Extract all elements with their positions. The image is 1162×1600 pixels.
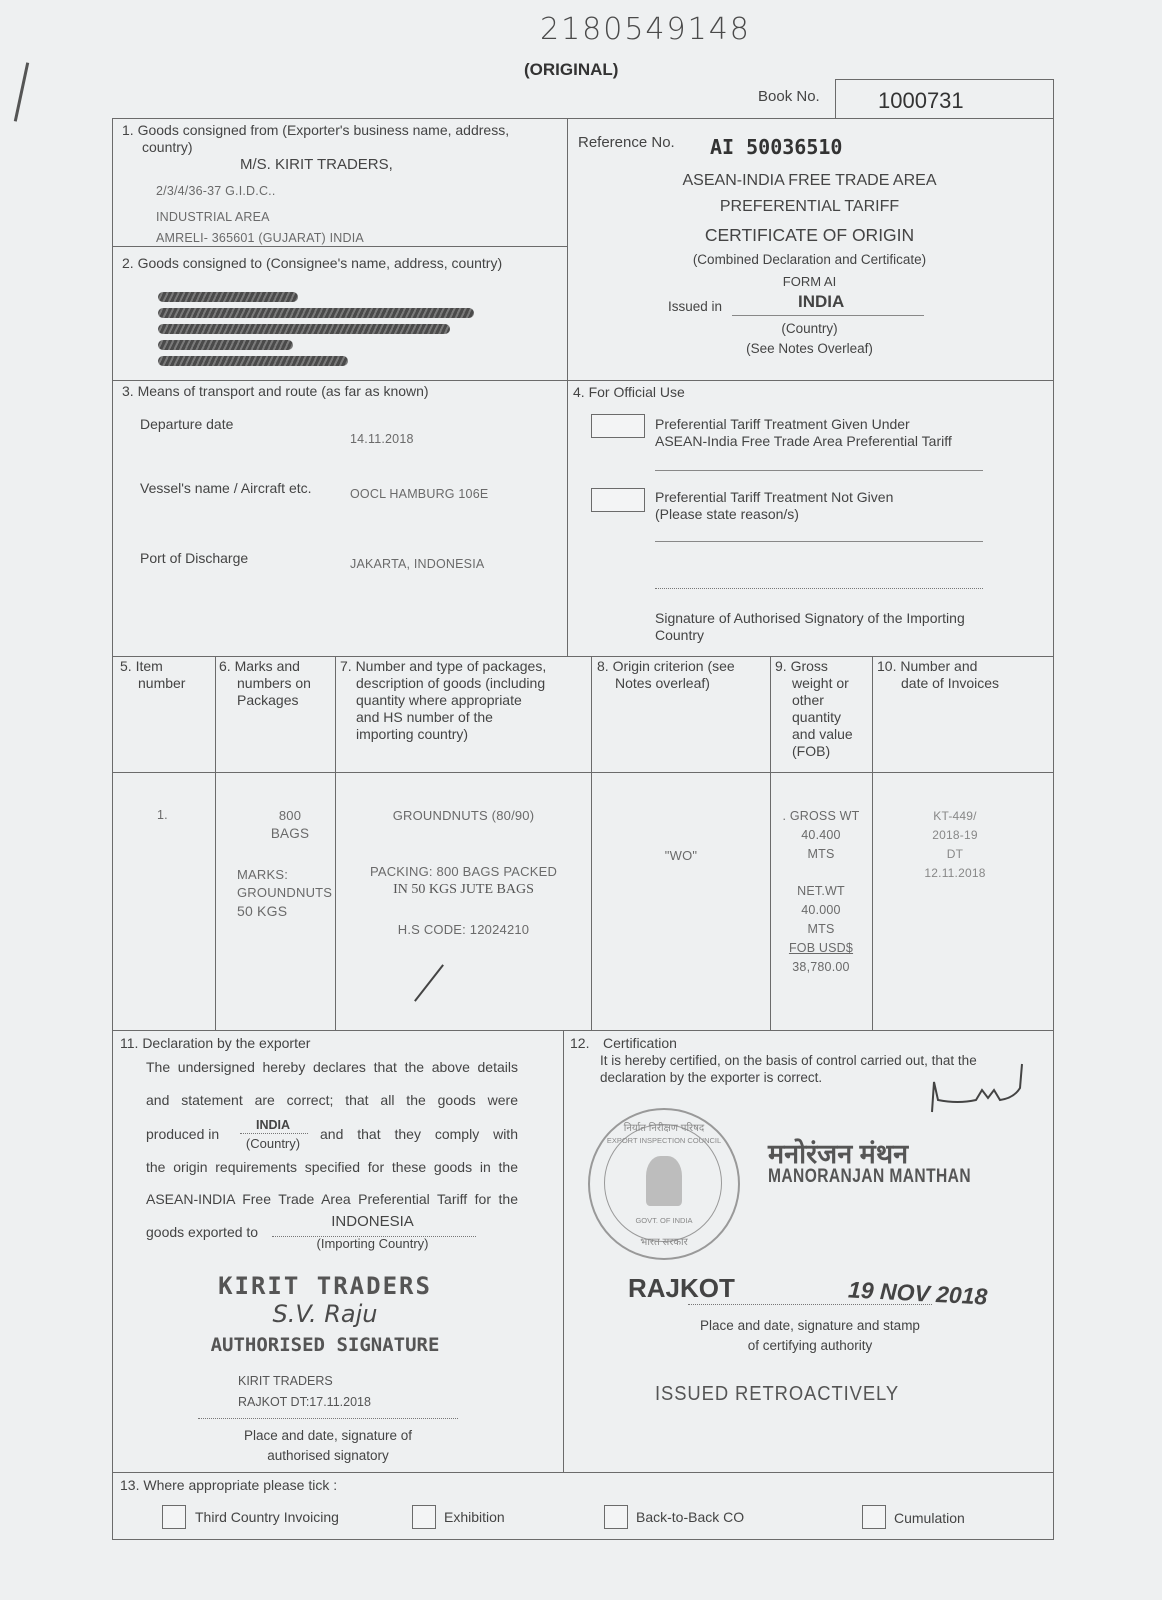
package-marks bbox=[237, 866, 332, 920]
back-to-back-co-checkbox[interactable] bbox=[604, 1505, 628, 1529]
book-no-value: 1000731 bbox=[878, 88, 964, 113]
divider-col-9-10 bbox=[872, 656, 873, 1030]
departure-date-value: 14.11.2018 bbox=[350, 432, 414, 446]
reason-line bbox=[655, 541, 983, 542]
divider-box1-box2 bbox=[112, 246, 567, 247]
reference-no-value: AI 50036510 bbox=[710, 135, 843, 159]
produced-country-caption: (Country) bbox=[245, 1136, 301, 1151]
exhibition-label: Exhibition bbox=[444, 1509, 505, 1525]
pen-mark bbox=[14, 62, 29, 121]
exporter-caption-line2: authorised signatory bbox=[267, 1448, 389, 1463]
header-description bbox=[340, 658, 546, 743]
treatment-not-given-line2: (Please state reason/s) bbox=[655, 506, 799, 522]
importing-country-caption: (Importing Country) bbox=[316, 1236, 429, 1251]
signer-company: KIRIT TRADERS bbox=[238, 1374, 333, 1388]
box3-label: 3. Means of transport and route (as far as known) bbox=[122, 383, 429, 399]
invoice-dt: DT bbox=[946, 847, 964, 861]
header-marks bbox=[219, 658, 311, 709]
treatment-given-checkbox[interactable] bbox=[591, 414, 645, 438]
goods-description: GROUNDNUTS (80/90) bbox=[392, 808, 535, 823]
weight-and-value bbox=[771, 807, 871, 977]
importing-signatory-caption bbox=[655, 610, 965, 644]
seal-hindi-top: निर्यात निरीक्षण परिषद bbox=[623, 1123, 705, 1134]
certification-text bbox=[600, 1052, 977, 1086]
header-weight-line6: (FOB) bbox=[792, 743, 831, 759]
treatment-given-line1: Preferential Tariff Treatment Given Under bbox=[655, 416, 910, 432]
header-item-line1: 5. Item bbox=[120, 658, 163, 674]
header-weight-line5: and value bbox=[792, 726, 853, 742]
exporter-address-line1: 2/3/4/36-37 G.I.D.C.. bbox=[156, 184, 276, 198]
exporter-name: M/S. KIRIT TRADERS, bbox=[240, 156, 393, 173]
declaration-line2: and statement are correct; that all the goods were bbox=[146, 1092, 518, 1108]
vessel-label: Vessel's name / Aircraft etc. bbox=[140, 480, 312, 496]
packages-qty: 800 bbox=[278, 808, 302, 823]
title-form-name: FORM AI bbox=[782, 274, 837, 289]
invoice-details bbox=[900, 807, 1010, 883]
header-item-line2: number bbox=[138, 675, 186, 691]
issued-in-label: Issued in bbox=[668, 299, 723, 314]
header-desc-line2: description of goods (including bbox=[356, 675, 546, 691]
header-weight bbox=[775, 658, 853, 760]
box2-label: 2. Goods consigned to (Consignee's name, address, country) bbox=[122, 255, 503, 271]
importing-signatory-line1: Signature of Authorised Signatory of the Importing bbox=[655, 610, 965, 626]
header-origin-line1: 8. Origin criterion (see bbox=[597, 658, 735, 674]
fob-label: FOB USD$ bbox=[788, 941, 854, 955]
handwritten-reference: 2180549148 bbox=[540, 12, 751, 47]
port-of-discharge-value: JAKARTA, INDONESIA bbox=[350, 557, 485, 571]
net-weight-label: NET.WT bbox=[797, 884, 845, 898]
treatment-given-label bbox=[655, 416, 952, 450]
third-country-invoicing-checkbox[interactable] bbox=[162, 1505, 186, 1529]
title-line1: ASEAN-INDIA FREE TRADE AREA bbox=[682, 172, 937, 189]
gross-weight-unit: MTS bbox=[807, 847, 835, 861]
header-desc-line5: importing country) bbox=[356, 726, 469, 742]
box1-label-line2: country) bbox=[142, 139, 193, 155]
header-desc-line1: 7. Number and type of packages, bbox=[340, 658, 547, 674]
declaration-line4: the origin requirements specified for these goods in the bbox=[146, 1159, 518, 1175]
marks-line2: GROUNDNUTS bbox=[237, 885, 333, 900]
marks-line3: 50 KGS bbox=[237, 903, 288, 919]
header-desc-line4: and HS number of the bbox=[356, 709, 493, 725]
title-line4: (Combined Declaration and Certificate) bbox=[692, 252, 927, 267]
box11-label: 11. Declaration by the exporter bbox=[120, 1035, 311, 1051]
back-to-back-co-label: Back-to-Back CO bbox=[636, 1509, 745, 1525]
invoice-year: 2018-19 bbox=[932, 828, 978, 842]
certification-caption bbox=[680, 1316, 940, 1356]
box1-label bbox=[122, 122, 509, 156]
exporter-address-line2: INDUSTRIAL AREA bbox=[156, 210, 270, 224]
exporter-signature-caption bbox=[198, 1426, 458, 1466]
packing-line1: PACKING: 800 BAGS PACKED bbox=[369, 864, 558, 879]
title-line2: PREFERENTIAL TARIFF bbox=[719, 198, 900, 215]
divider-row5 bbox=[112, 1472, 1054, 1473]
header-marks-line3: Packages bbox=[237, 692, 299, 708]
box4-label: 4. For Official Use bbox=[573, 384, 685, 400]
net-weight-value: 40.000 bbox=[801, 903, 841, 917]
country-caption: (Country) bbox=[781, 321, 838, 336]
book-no-box bbox=[835, 79, 1054, 119]
certification-place: RAJKOT bbox=[628, 1273, 735, 1303]
signer-place-date: RAJKOT DT:17.11.2018 bbox=[238, 1395, 371, 1409]
cumulation-label: Cumulation bbox=[894, 1510, 965, 1526]
certification-signature-line bbox=[688, 1304, 932, 1305]
exporter-signature-line bbox=[198, 1418, 458, 1419]
treatment-not-given-line1: Preferential Tariff Treatment Not Given bbox=[655, 489, 894, 505]
item-number: 1. bbox=[157, 808, 168, 822]
box13-label: 13. Where appropriate please tick : bbox=[120, 1477, 338, 1493]
header-weight-line4: quantity bbox=[792, 709, 842, 725]
issued-in-value: INDIA bbox=[798, 292, 845, 311]
treatment-not-given-label bbox=[655, 489, 893, 523]
certification-line1: It is hereby certified, on the basis of control carried out, that the bbox=[600, 1053, 977, 1068]
seal-hindi-bottom: भारत सरकार bbox=[640, 1237, 688, 1248]
divider-row2 bbox=[112, 380, 1054, 381]
importing-signature-line bbox=[655, 588, 983, 589]
national-emblem-icon bbox=[646, 1156, 682, 1206]
invoice-number: KT-449/ bbox=[933, 809, 977, 823]
divider-row4 bbox=[112, 1030, 1054, 1031]
cumulation-checkbox[interactable] bbox=[862, 1505, 886, 1529]
header-weight-line2: weight or bbox=[792, 675, 849, 691]
header-origin-line2: Notes overleaf) bbox=[615, 675, 710, 691]
gross-weight-value: 40.400 bbox=[801, 828, 841, 842]
declaration-line5: ASEAN-INDIA Free Trade Area Preferential Tariff for the bbox=[146, 1191, 518, 1207]
divider-col-6-7 bbox=[335, 656, 336, 1030]
declaration-comply: and that they comply with bbox=[320, 1126, 518, 1142]
seal-text-top: EXPORT INSPECTION COUNCIL bbox=[606, 1136, 722, 1145]
see-notes-caption: (See Notes Overleaf) bbox=[746, 341, 873, 356]
gross-weight-label: . GROSS WT bbox=[782, 809, 860, 823]
produced-country-value: INDIA bbox=[255, 1118, 291, 1132]
importing-signatory-line2: Country bbox=[655, 627, 705, 643]
departure-date-label: Departure date bbox=[140, 416, 234, 432]
port-of-discharge-label: Port of Discharge bbox=[140, 550, 249, 566]
title-line3: CERTIFICATE OF ORIGIN bbox=[704, 225, 915, 245]
header-weight-line3: other bbox=[792, 692, 824, 708]
box1-label-line1: 1. Goods consigned from (Exporter's business name, address, bbox=[122, 122, 510, 138]
officer-signature bbox=[928, 1060, 1028, 1120]
header-invoice-line1: 10. Number and bbox=[877, 658, 978, 674]
company-stamp: KIRIT TRADERS bbox=[218, 1272, 432, 1300]
treatment-not-given-checkbox[interactable] bbox=[591, 488, 645, 512]
vessel-value: OOCL HAMBURG 106E bbox=[350, 487, 489, 501]
treatment-given-line bbox=[655, 470, 983, 471]
marks-line1: MARKS: bbox=[237, 867, 289, 882]
treatment-given-line2: ASEAN-India Free Trade Area Preferential Tariff bbox=[655, 433, 952, 449]
divider-col-7-8 bbox=[591, 656, 592, 1030]
issued-retroactively-stamp: ISSUED RETROACTIVELY bbox=[655, 1383, 900, 1405]
declaration-exported-to: goods exported to bbox=[146, 1224, 259, 1240]
book-no-label: Book No. bbox=[758, 88, 820, 105]
declaration-line1: The undersigned hereby declares that the above details bbox=[146, 1059, 518, 1075]
reference-no-label: Reference No. bbox=[578, 134, 675, 151]
produced-country-line bbox=[240, 1133, 308, 1134]
divider-table-header bbox=[112, 772, 1054, 773]
hs-code: H.S CODE: 12024210 bbox=[397, 922, 530, 937]
third-country-invoicing-label: Third Country Invoicing bbox=[195, 1509, 339, 1525]
divider-row3 bbox=[112, 656, 1054, 657]
header-desc-line3: quantity where appropriate bbox=[356, 692, 522, 708]
importing-country-value: INDONESIA bbox=[331, 1213, 414, 1230]
box12-label: Certification bbox=[603, 1035, 677, 1051]
officer-name: MANORANJAN MANTHAN bbox=[768, 1166, 971, 1187]
exporter-address-line3: AMRELI- 365601 (GUJARAT) INDIA bbox=[156, 231, 364, 245]
divider-box11-box12 bbox=[563, 1030, 564, 1472]
header-marks-line2: numbers on bbox=[237, 675, 311, 691]
divider-col-5-6 bbox=[215, 656, 216, 1030]
seal-text-bottom: GOVT. OF INDIA bbox=[635, 1216, 693, 1225]
export-inspection-seal bbox=[588, 1108, 740, 1260]
header-marks-line1: 6. Marks and bbox=[219, 658, 300, 674]
issued-in-underline bbox=[732, 315, 924, 316]
copy-type-label: (ORIGINAL) bbox=[524, 60, 619, 79]
exporter-signature: S.V. Raju bbox=[272, 1300, 378, 1328]
officer-name-hindi: मनोरंजन मंथन bbox=[768, 1139, 909, 1169]
certification-line2: declaration by the exporter is correct. bbox=[600, 1070, 823, 1085]
header-weight-line1: 9. Gross bbox=[775, 658, 828, 674]
certification-caption-line1: Place and date, signature and stamp bbox=[700, 1318, 920, 1333]
header-invoices bbox=[877, 658, 999, 692]
header-origin bbox=[597, 658, 735, 692]
origin-criterion: "WO" bbox=[664, 848, 698, 863]
packing-line2: IN 50 KGS JUTE BAGS bbox=[393, 882, 534, 897]
authorised-signature-stamp: AUTHORISED SIGNATURE bbox=[210, 1334, 440, 1356]
exhibition-checkbox[interactable] bbox=[412, 1505, 436, 1529]
box12-number: 12. bbox=[570, 1035, 590, 1051]
invoice-date: 12.11.2018 bbox=[924, 866, 986, 880]
fob-value: 38,780.00 bbox=[792, 960, 850, 974]
certification-caption-line2: of certifying authority bbox=[747, 1338, 873, 1353]
packages-type: BAGS bbox=[270, 826, 310, 841]
net-weight-unit: MTS bbox=[807, 922, 835, 936]
declaration-produced-in: produced in bbox=[146, 1126, 220, 1142]
header-item-number bbox=[120, 658, 185, 692]
certification-date: 19 NOV 2018 bbox=[847, 1276, 988, 1310]
exporter-caption-line1: Place and date, signature of bbox=[243, 1428, 413, 1443]
header-invoice-line2: date of Invoices bbox=[901, 675, 1000, 691]
